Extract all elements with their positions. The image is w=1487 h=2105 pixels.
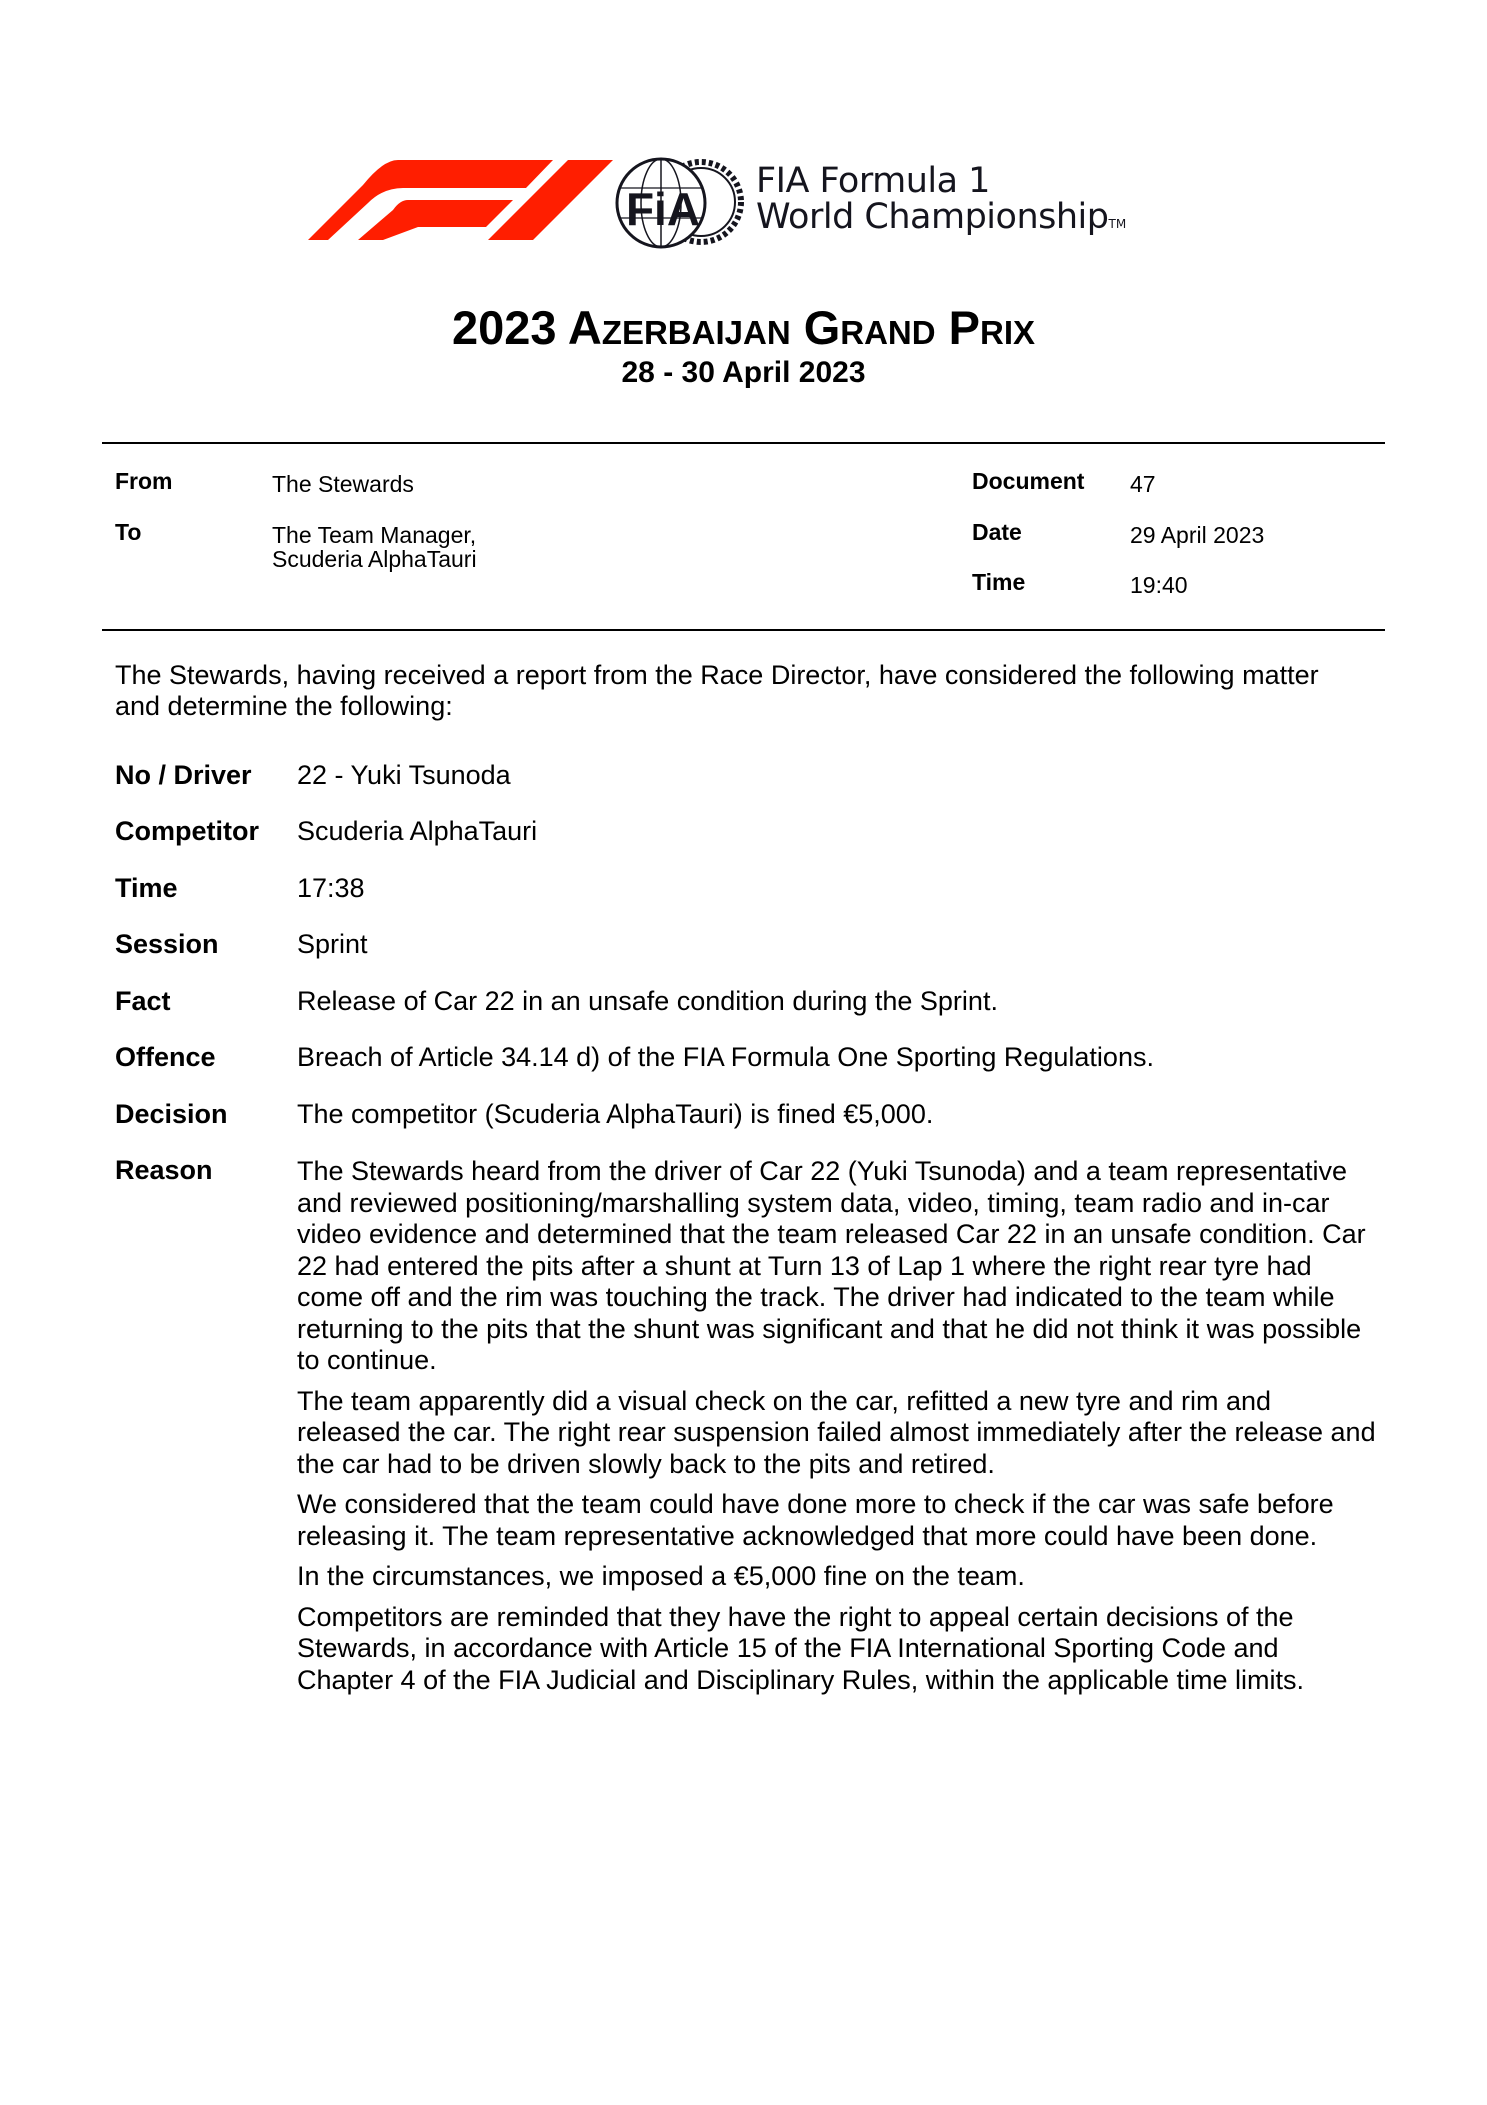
intro-text: The Stewards, having received a report from the Race Director, have considered the following matter and determine the following:: [115, 660, 1319, 721]
divider-bottom: [102, 629, 1385, 631]
trademark: TM: [1108, 217, 1127, 231]
field-label-offence: Offence: [115, 1042, 216, 1072]
reason-paragraph: The Stewards heard from the driver of Car 22 (Yuki Tsunoda) and a team representative and reviewed positioning/marshalling system data, video, timing, team radio and in-car video evidence and determined that the team released Car 22 in an unsafe condition. Car 22 had entered the pits after a shunt at Turn 13 of Lap 1 where the right rear tyre had come off and the rim was touching the track. The driver had indicated to the team while returning to the pits that the shunt was significant and that he did not think it was possible to continue.: [297, 1156, 1366, 1375]
field-label-reason: Reason: [115, 1155, 213, 1185]
page-title: 2023 Azerbaijan Grand Prix: [451, 301, 1036, 354]
field-label-driver: No / Driver: [115, 760, 252, 790]
fia-emblem-icon: [613, 155, 753, 255]
from-label: From: [115, 468, 173, 494]
time-label: Time: [972, 569, 1026, 595]
document-number: 47: [1130, 471, 1156, 497]
logo-wordmark: [756, 163, 1126, 242]
field-label-competitor: Competitor: [115, 816, 259, 846]
to-value-line-1: The Team Manager,: [272, 522, 477, 548]
field-label-fact: Fact: [115, 986, 171, 1016]
reason-text: [297, 1156, 1382, 1705]
divider-top: [102, 442, 1385, 444]
field-value-competitor: Scuderia AlphaTauri: [297, 816, 538, 846]
f1-logo-icon: [308, 155, 618, 255]
field-value-time: 17:38: [297, 873, 365, 903]
event-dates: 28 - 30 April 2023: [621, 356, 866, 389]
to-label: To: [115, 519, 142, 545]
logo-line-1: FIA Formula 1: [756, 161, 990, 201]
field-value-fact: Release of Car 22 in an unsafe condition during the Sprint.: [297, 986, 998, 1016]
field-label-session: Session: [115, 929, 219, 959]
date-label: Date: [972, 519, 1022, 545]
reason-paragraph: We considered that the team could have done more to check if the car was safe before releasing it. The team representative acknowledged that more could have been done.: [297, 1489, 1334, 1551]
field-label-time: Time: [115, 873, 178, 903]
logo-line-2: World Championship: [756, 197, 1109, 237]
field-label-decision: Decision: [115, 1099, 228, 1129]
date-value: 29 April 2023: [1130, 522, 1265, 548]
from-value: The Stewards: [272, 471, 414, 497]
field-value-offence: Breach of Article 34.14 d) of the FIA Formula One Sporting Regulations.: [297, 1042, 1154, 1072]
reason-paragraph: Competitors are reminded that they have the right to appeal certain decisions of the Stewards, in accordance with Article 15 of the FIA International Sporting Code and Chapter 4 of the FIA Judicial and Disciplinary Rules, within the applicable time limits.: [297, 1601, 1304, 1695]
to-value-line-2: Scuderia AlphaTauri: [272, 546, 477, 572]
field-value-session: Sprint: [297, 929, 368, 959]
reason-paragraph: The team apparently did a visual check on the car, refitted a new tyre and rim and released the car. The right rear suspension failed almost immediately after the release and the car had to be driven slowly back to the pits and retired.: [297, 1385, 1376, 1479]
field-value-driver: 22 - Yuki Tsunoda: [297, 760, 511, 790]
field-value-decision: The competitor (Scuderia AlphaTauri) is fined €5,000.: [297, 1099, 934, 1129]
fia-f1-logo: [308, 155, 1208, 255]
document-label: Document: [972, 468, 1085, 494]
svg-text:FiA: FiA: [625, 183, 701, 235]
time-value: 19:40: [1130, 572, 1188, 598]
reason-paragraph: In the circumstances, we imposed a €5,000 fine on the team.: [297, 1561, 1025, 1591]
